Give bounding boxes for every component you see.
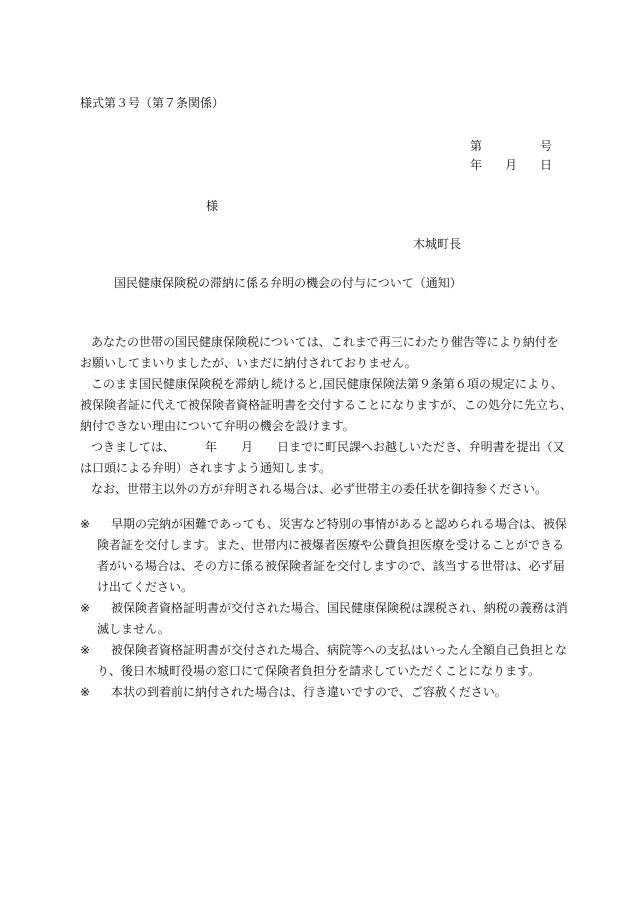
number-label-right: 号: [540, 139, 553, 153]
paragraph-3-intro: つきましては、: [91, 440, 176, 454]
form-label: 様式第３号（第７条関係）: [80, 96, 225, 110]
paragraph-1-line-1: あなたの世帯の国民健康保険税については、これまで再三にわたり催告等により納付を: [91, 335, 559, 349]
note-line: 者がいる場合は、その方に係る被保険者証を交付しますので、該当する世帯は、必ず届: [97, 559, 565, 573]
note-line: 早期の完納が困難であっても、災害など特別の事情があると認められる場合は、被保: [111, 517, 567, 531]
paragraph-3-rest: 日までに町民課へお越しいただき、弁明書を提出（又: [277, 440, 565, 454]
paragraph-2-line-1: このまま国民健康保険税を滞納し続けると,国民健康保険法第９条第６項の規定により、: [91, 377, 563, 391]
number-label-left: 第: [470, 139, 483, 153]
note-line: 滅しません。: [97, 622, 170, 636]
paragraph-3-year: 年: [205, 440, 218, 454]
note-item: [80, 601, 568, 643]
note-text: [97, 685, 560, 706]
note-text: [97, 517, 567, 601]
note-line: 被保険者資格証明書が交付された場合、病院等への支払はいったん全額自己負担とな: [111, 643, 568, 657]
note-line: 険者証を交付します。また、世帯内に被爆者医療や公費負担医療を受けることができる: [97, 538, 565, 552]
paragraph-2-line-3: 納付できない理由について弁明の機会を設けます。: [80, 419, 355, 433]
note-item: [80, 517, 567, 601]
note-line: 被保険者資格証明書が交付された場合、国民健康保険税は課税され、納税の義務は消: [111, 601, 568, 615]
addressee-suffix: 様: [206, 199, 219, 213]
paragraph-4-line-1: なお、世帯主以外の方が弁明される場合は、必ず世帯主の委任状を御持参ください。: [91, 482, 548, 496]
note-mark: ※: [80, 601, 91, 615]
date-day-label: 日: [540, 158, 553, 172]
page-title: 国民健康保険税の滞納に係る弁明の機会の付与について（通知）: [114, 276, 462, 290]
note-line: 本状の到着前に納付された場合は、行き違いですので、ご容赦ください。: [111, 685, 507, 699]
paragraph-3-line-1: [91, 440, 565, 454]
note-mark: ※: [80, 643, 91, 657]
paragraph-3-line-2: は口頭による弁明）されますよう通知します。: [80, 461, 332, 475]
paragraph-3-month: 月: [241, 440, 254, 454]
date-month-label: 月: [505, 158, 518, 172]
note-text: [97, 643, 568, 685]
date-year-label: 年: [470, 158, 483, 172]
note-item: [80, 685, 560, 706]
note-text: [97, 601, 568, 643]
note-item: [80, 643, 568, 685]
paragraph-1-line-2: お願いしてまいりましたが、いまだに納付されておりません。: [80, 356, 417, 370]
paragraph-2-line-2: 被保険者証に代えて被保険者資格証明書を交付することになりますが、この処分に先立ち、: [80, 398, 573, 412]
note-mark: ※: [80, 517, 91, 531]
note-line: け出てください。: [97, 580, 194, 594]
note-mark: ※: [80, 685, 91, 699]
sender-name: 木城町長: [413, 237, 462, 251]
note-line: り、後日木城町役場の窓口にて保険者負担分を請求していただくことになります。: [97, 664, 541, 678]
